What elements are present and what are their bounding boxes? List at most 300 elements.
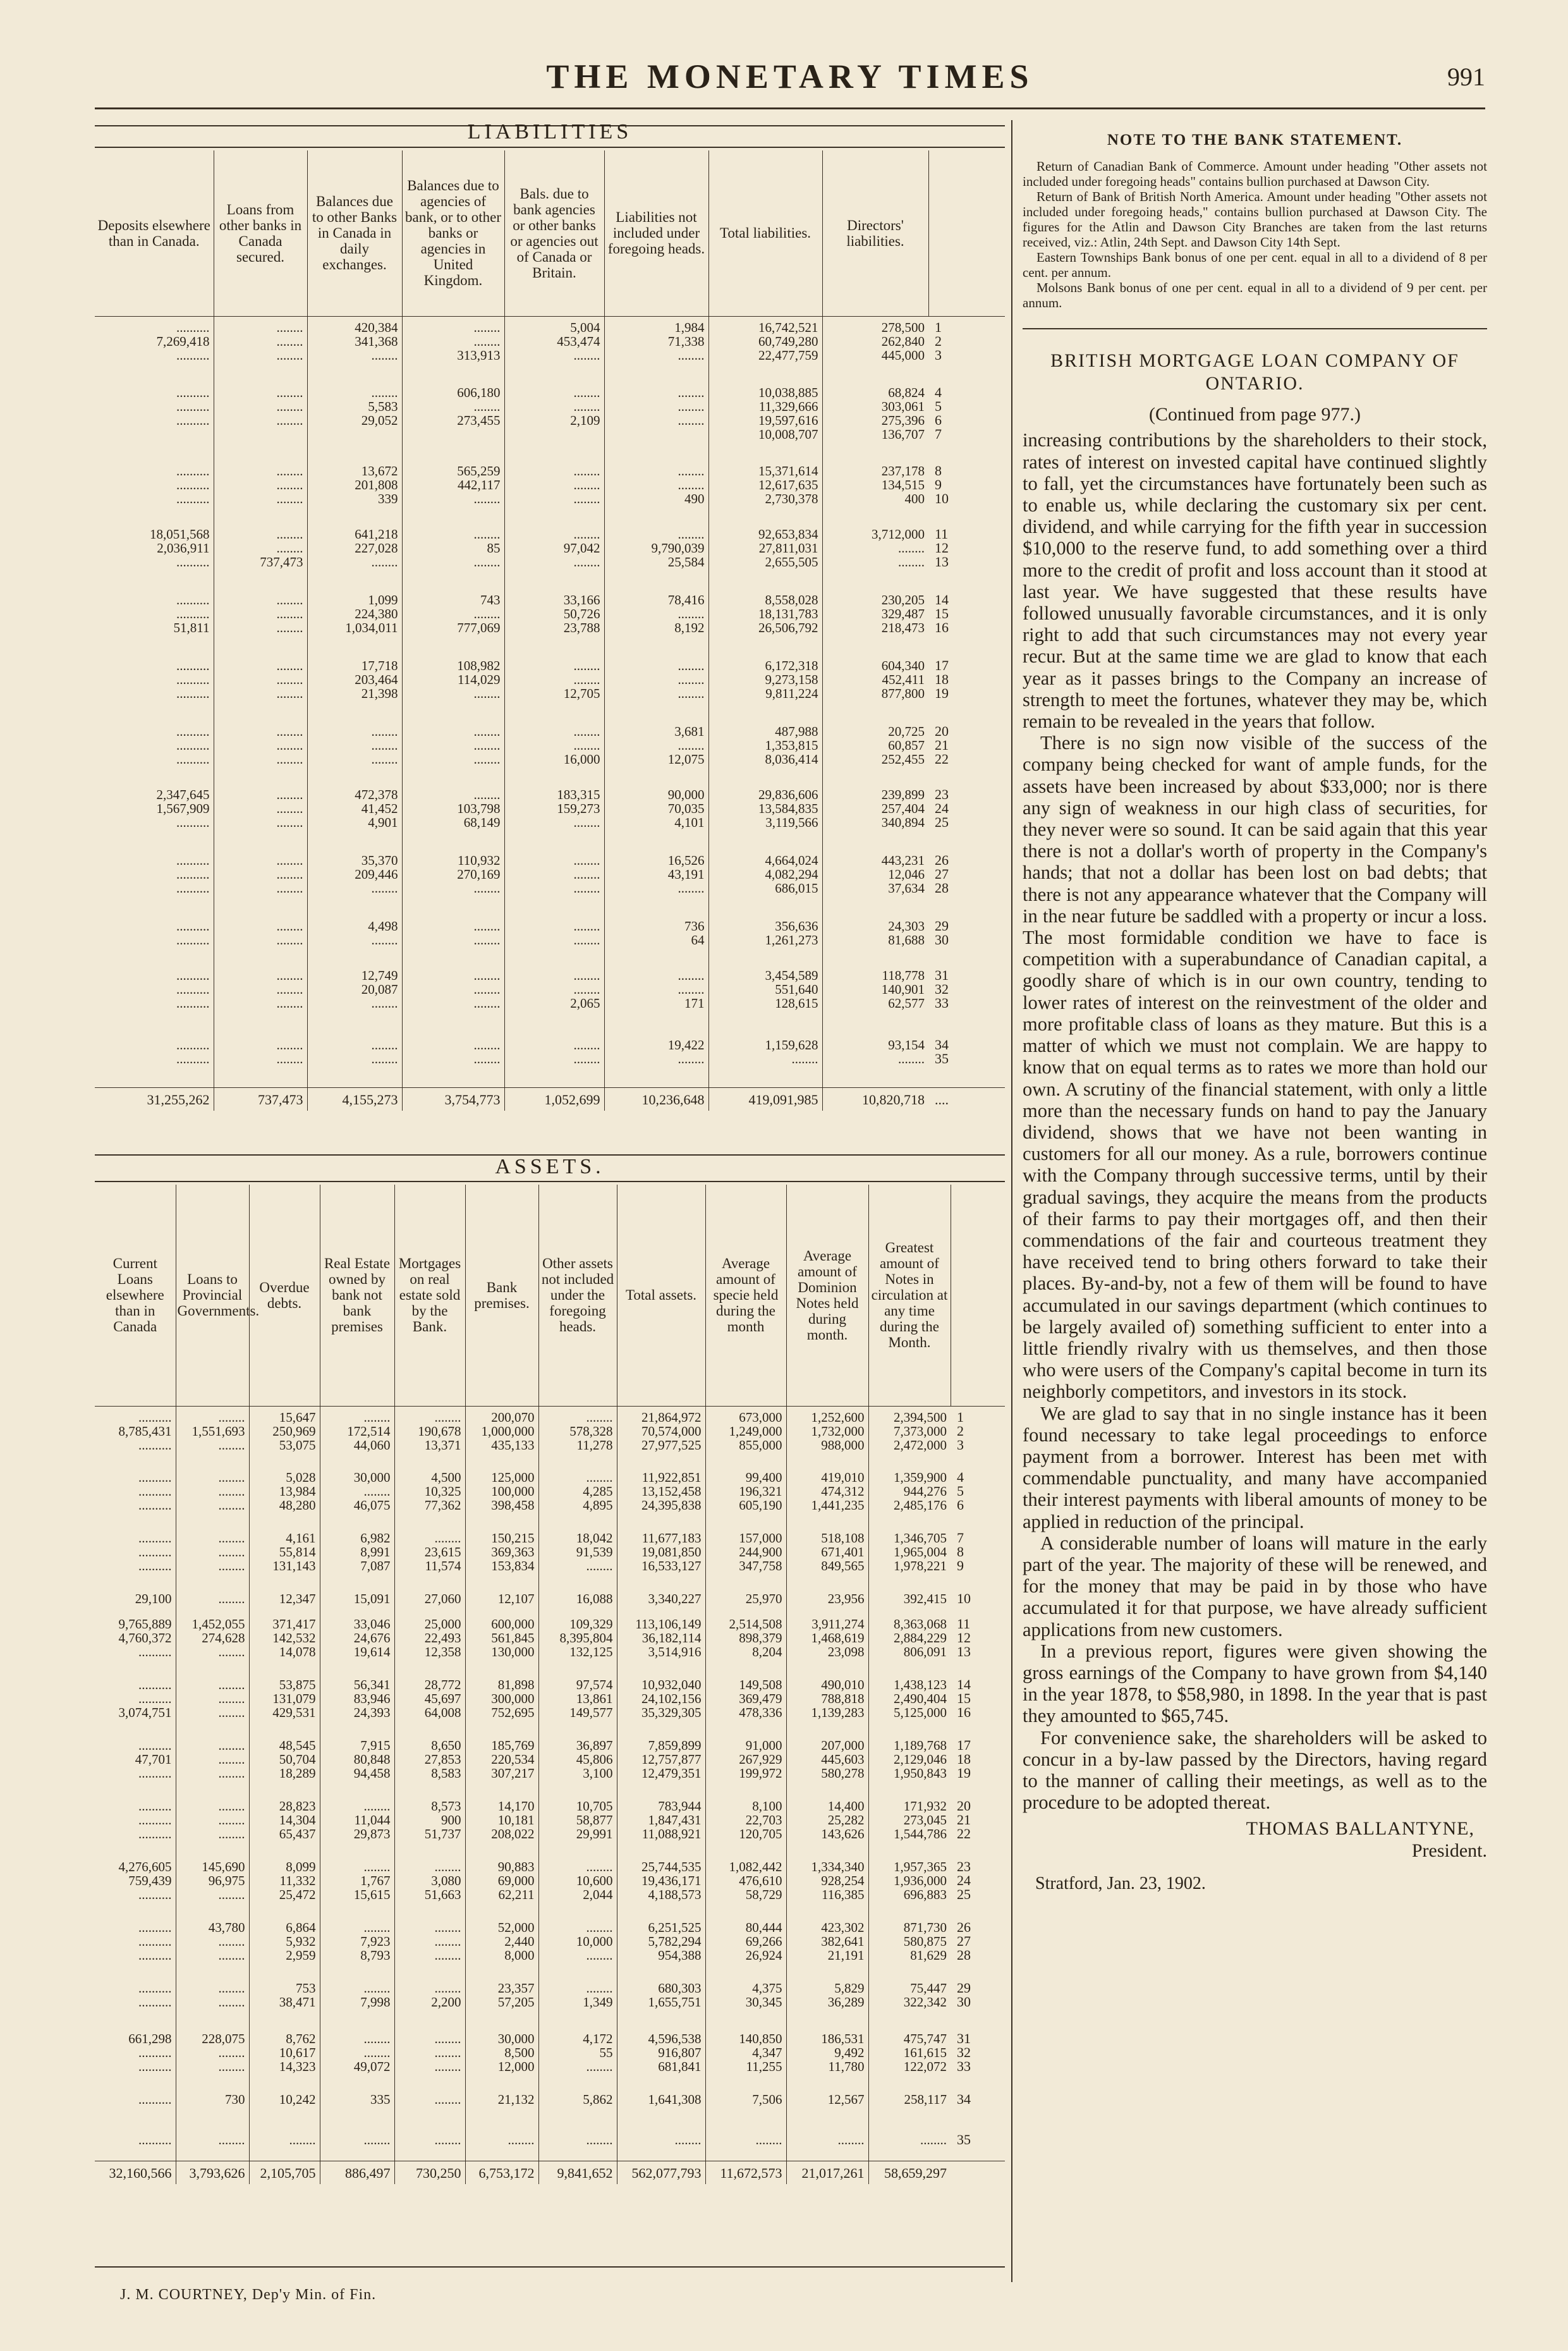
article-paragraph: A considerable number of loans will mature in the early part of the year. The majority of these will be renewed, and for the money that may be paid in by those who have accumulated it for that purpose, we have already sufficient applications from new customers. [1023,1532,1487,1640]
table-cell: 3,911,274 1,468,619 23,098 [786,1613,868,1674]
table-row [95,1588,1005,1613]
assets-bottom-rule [95,2266,1005,2268]
table-cell: ........ ........ 12,705 [504,655,604,721]
table-cell: 2,347,645 1,567,909 .......... [156,787,210,830]
table-cell: ........ ........ [176,1977,249,2028]
liabilities-column-header: Deposits elsewhere than in Canada. [95,150,214,316]
table-row [95,915,1005,965]
table-cell: 171,932 273,045 1,544,786 [868,1795,951,1856]
table-cell: ........ ........ ........ [214,784,307,850]
assets-column-header: Overdue debts. [249,1185,320,1406]
table-cell: 1,189,768 2,129,046 1,950,843 [868,1735,951,1795]
table-cell: .......... .......... .......... [176,853,210,896]
table-cell: 371,417 142,532 14,078 [249,1613,320,1674]
table-cell: .......... .......... 3,074,751 [118,1677,172,1720]
signature-title: President. [1411,1840,1487,1861]
table-cell: 36,897 45,806 3,100 [538,1735,617,1795]
liabilities-column-header: Directors' liabilities. [822,150,928,316]
line-number: 29 30 [935,918,949,948]
table-cell: 4,596,538 916,807 681,841 [617,2028,705,2089]
table-cell: 48,545 50,704 18,289 [249,1735,320,1795]
line-number: 17 18 19 [935,657,949,701]
table-cell: ........ ........ ........ [402,965,504,1034]
assets-column-header: Real Estate owned by bank not bank premises [320,1185,394,1406]
line-number: 35 [957,2132,971,2147]
total-cell: 21,017,261 [786,2161,868,2184]
table-cell: 6,982 8,991 7,087 [320,1527,394,1588]
table-cell: ........ 578,328 11,278 [538,1406,617,1467]
liabilities-column-header: Loans from other banks in Canada secured. [214,150,307,316]
table-row [95,1034,1005,1087]
liabilities-column-header: Balances due to other Banks in Canada in daily exchanges. [307,150,402,316]
table-cell: 14,170 10,181 208,022 [465,1795,538,1856]
table-cell: 475,747 161,615 122,072 [868,2028,951,2089]
table-cell: ........ ........ ........ [176,1467,249,1527]
line-number: 20 21 22 [935,723,949,767]
table-cell: 56,341 83,946 24,393 [320,1674,394,1735]
table-row [95,965,1005,1034]
total-cell: 9,841,652 [538,2161,617,2184]
table-cell: ........ ........ ........ [214,316,307,382]
table-cell: 736 64 [604,915,708,965]
table-cell: 200,070 1,000,000 435,133 [465,1406,538,1467]
table-cell: ........ ........ [214,915,307,965]
table-cell: ........ [617,2129,705,2161]
table-cell: 8,650 27,853 8,583 [394,1735,465,1795]
note-paragraph: Eastern Townships Bank bonus of one per cent. equal in all to a dividend of 8 per cent. per annum. [1023,250,1487,281]
table-cell: 28,823 14,304 65,437 [249,1795,320,1856]
line-number: 31 32 33 [935,967,949,1011]
table-cell: 661,298 .......... .......... [128,2031,172,2074]
table-cell: 606,180 ........ 273,455 [402,382,504,460]
table-cell: 91,000 267,929 199,972 [705,1735,786,1795]
table-cell: 228,075 ........ ........ [176,2028,249,2089]
table-cell: ........ [868,2129,951,2161]
total-cell: 10,236,648 [604,1087,708,1111]
table-cell: 6,172,318 9,273,158 9,811,224 [708,655,822,721]
table-row [95,1977,1005,2028]
table-cell: ........ ........ ........ [394,1917,465,1977]
table-cell: ........ ........ 313,913 [402,316,504,382]
signatory-footer: J. M. COURTNEY, Dep'y Min. of Fin. [120,2287,377,2303]
table-cell: ........ ........ ........ [214,965,307,1034]
table-cell: 140,850 4,347 11,255 [705,2028,786,2089]
table-cell: ........ [465,2129,538,2161]
table-cell: ........ 3,080 51,663 [394,1856,465,1917]
table-cell: 12,749 20,087 ........ [307,965,402,1034]
assets-column-header: Mortgages on real estate sold by the Bank. [394,1185,465,1406]
table-cell: 149,508 369,479 478,336 [705,1674,786,1735]
table-cell: 33,166 50,726 23,788 [504,589,604,655]
total-cell: 10,820,718 [822,1087,928,1111]
masthead [95,57,1485,95]
table-cell: 33,046 24,676 19,614 [320,1613,394,1674]
table-cell: 2,394,500 7,373,000 2,472,000 [868,1406,951,1467]
table-row [95,1795,1005,1856]
table-cell: 1,252,600 1,732,000 988,000 [786,1406,868,1467]
table-cell: ........ ........ 171 [604,965,708,1034]
assets-column-header: Bank premises. [465,1185,538,1406]
table-cell: 4,500 10,325 77,362 [394,1467,465,1527]
table-cell: 118,778 140,901 62,577 [822,965,928,1034]
assets-header-row [95,1185,1005,1406]
table-cell: 80,444 69,266 26,924 [705,1917,786,1977]
table-cell: ........ ........ [504,915,604,965]
table-cell: ........ ........ [504,1034,604,1087]
liabilities-column-header: Total liabilities. [708,150,822,316]
table-row [95,850,1005,915]
table-cell: .......... [138,2132,172,2147]
table-cell: 8,100 22,703 120,705 [705,1795,786,1856]
table-cell: ........ ........ ........ [307,721,402,784]
table-cell: 23,956 [786,1588,868,1613]
table-cell: ........ 23,615 11,574 [394,1527,465,1588]
table-cell: 604,340 452,411 877,800 [822,655,928,721]
table-cell: 15,371,614 12,617,635 2,730,378 [708,460,822,523]
table-cell: 420,384 341,368 ........ [307,316,402,382]
total-cell: 730,250 [394,2161,465,2184]
table-cell: ........ [538,2129,617,2161]
table-cell: ........ ........ ........ [176,1674,249,1735]
total-cell: 1,052,699 [504,1087,604,1111]
table-cell: 12,347 [249,1588,320,1613]
table-cell: ........ [394,2089,465,2129]
assets-column-header: Loans to Provincial Governments. [176,1185,249,1406]
table-cell: 97,574 13,861 149,577 [538,1674,617,1735]
table-cell: 4,375 30,345 [705,1977,786,2028]
total-cell: 419,091,985 [708,1087,822,1111]
table-cell: 8,363,068 2,884,229 806,091 [868,1613,951,1674]
line-number: 8 9 10 [935,463,949,506]
bank-statement-note [1023,130,1487,310]
table-row [95,2089,1005,2129]
assets-column-header: Average amount of Dominion Notes held during month. [786,1185,868,1406]
line-number: 14 15 16 [935,592,949,635]
table-cell: 8,099 11,332 25,472 [249,1856,320,1917]
table-cell: 10,932,040 24,102,156 35,329,305 [617,1674,705,1735]
table-row [95,2028,1005,2089]
table-cell: .......... .......... .......... [138,1798,172,1841]
table-cell: 12,107 [465,1588,538,1613]
assets-column-header: Greatest amount of Notes in circulation at any time during the Month. [868,1185,951,1406]
table-cell: ........ 10,600 2,044 [538,1856,617,1917]
table-cell: .......... .......... .......... [176,724,210,767]
table-cell: 472,378 41,452 4,901 [307,784,402,850]
table-cell: 1,159,628 ........ [708,1034,822,1087]
liabilities-column-header [928,150,1005,316]
table-cell: 14,400 25,282 143,626 [786,1795,868,1856]
table-cell: 490,010 788,818 1,139,283 [786,1674,868,1735]
table-cell: ........ 97,042 ........ [504,523,604,589]
table-cell: 1,359,900 944,276 2,485,176 [868,1467,951,1527]
liabilities-title: LIABILITIES [467,120,633,144]
table-cell: 5,028 13,984 48,280 [249,1467,320,1527]
table-cell: .......... 8,785,431 .......... [118,1409,172,1453]
table-cell: 19,422 ........ [604,1034,708,1087]
table-cell: 730 [176,2089,249,2129]
table-cell: .......... .......... .......... [138,1530,172,1573]
line-number: 4 5 6 [957,1469,964,1513]
table-cell: 5,862 [538,2089,617,2129]
table-cell: ........ ........ ........ [176,1795,249,1856]
table-cell: 16,742,521 60,749,280 22,477,759 [708,316,822,382]
table-cell: 783,944 1,847,431 11,088,921 [617,1795,705,1856]
table-cell: 27,060 [394,1588,465,1613]
table-cell: 6,864 5,932 2,959 [249,1917,320,1977]
table-cell: 52,000 2,440 8,000 [465,1917,538,1977]
table-cell: .......... .......... [176,1037,210,1066]
table-cell: ........ 7,998 [320,1977,394,2028]
total-cell: 4,155,273 [307,1087,402,1111]
line-number: 29 30 [957,1980,971,2010]
table-cell: .......... .......... [138,1981,172,2010]
table-row [95,589,1005,655]
table-cell: ........ [176,1588,249,1613]
assets-column-header [951,1185,1005,1406]
table-cell: 109,329 8,395,804 132,125 [538,1613,617,1674]
table-cell: ........ 190,678 13,371 [394,1406,465,1467]
page-number: 991 [1447,63,1485,91]
table-cell: 8,573 900 51,737 [394,1795,465,1856]
table-cell: 4,161 55,814 131,143 [249,1527,320,1588]
table-cell: 24,303 81,688 [822,915,928,965]
table-cell: ........ 7,923 8,793 [320,1917,394,1977]
note-heading: NOTE TO THE BANK STATEMENT. [1107,131,1403,149]
liabilities-column-header: Balances due to agencies of bank, or to other banks or agencies in United Kingdom. [402,150,504,316]
table-cell: 185,769 220,534 307,217 [465,1735,538,1795]
table-cell: ........ 1,349 [538,1977,617,2028]
table-cell: ........ ........ ........ [214,850,307,915]
liabilities-header-row [95,150,1005,316]
line-number: 34 35 [935,1037,949,1066]
table-cell: 3,681 ........ 12,075 [604,721,708,784]
table-cell: 25,000 22,493 12,358 [394,1613,465,1674]
table-cell: ........ 11,044 29,873 [320,1795,394,1856]
table-cell: ........ ........ [307,1034,402,1087]
note-paragraph: Molsons Bank bonus of one per cent. equal in all to a dividend of 9 per cent. per annum. [1023,280,1487,311]
table-cell: 30,000 8,500 12,000 [465,2028,538,2089]
table-cell: ........ 1,551,693 ........ [176,1406,249,1467]
table-row [95,1467,1005,1527]
line-number: 7 8 9 [957,1530,964,1573]
assets-column-header: Total assets. [617,1185,705,1406]
assets-title: ASSETS. [495,1155,605,1178]
table-cell: 29,836,606 13,584,835 3,119,566 [708,784,822,850]
table-cell: 29,100 [135,1591,172,1606]
liabilities-column-header: Bals. due to bank agencies or other banks or agencies out of Canada or Britain. [504,150,604,316]
table-cell: 23,357 57,205 [465,1977,538,2028]
table-cell: ........ ........ 49,072 [320,2028,394,2089]
table-cell: 392,415 [868,1588,951,1613]
table-cell: ........ [176,2129,249,2161]
liabilities-title-rule [95,147,1005,148]
table-cell: 125,000 100,000 398,458 [465,1467,538,1527]
totals-row [95,2161,1005,2184]
table-cell: 3,712,000 ........ ........ [822,523,928,589]
table-cell: 25,744,535 19,436,171 4,188,573 [617,1856,705,1917]
table-cell: ........ ........ [402,1034,504,1087]
table-cell: 5,004 453,474 ........ [504,316,604,382]
table-cell: 11,922,851 13,152,458 24,395,838 [617,1467,705,1527]
article-paragraph: We are glad to say that in no single instance has it been found necessary to take legal proceedings to enforce payment from a borrower. Interest has been met with commendable punctuality, and many have accompanied their interest payments with liberal amounts of money to be applied in reduction of the principal. [1023,1402,1487,1532]
table-cell: 7,915 80,848 94,458 [320,1735,394,1795]
table-cell: ........ ........ ........ [214,655,307,721]
table-cell: ........ ........ ........ [604,655,708,721]
table-row [95,1406,1005,1467]
article-paragraph: There is no sign now visible of the success of the company being checked for want of ample funds, for the assets have been increased by about $33,000; nor is there any sign of weakness in our high class of securities, for they never were so sound. It can be said again that this year there is not a dollar's worth of property in the Company's hands; that not a dollar has been lost on bad debts; that there is not any appearance whatever that the Company will in the near future be saddled with a property or incur a loss. The most formidable condition we have to face is competition with a superabundance of Canadian capital, a goodly share of which is in our own country, tending to lower rates of interest on the reinvestment of the older and more profitable class of loans as they mature. But this is a matter of which we must not complain. We are happy to know that on equal terms as to rates we more than hold our own. A scrutiny of the financial statement, with only a little more than the necessary funds on hand to pay the January dividend, shows that we have not been wanting in customers for all our money. As a rule, borrowers continue with the Company through successive terms, until by their gradual savings, they acquire the means from the products of their farms to pay their mortgages off, and then their commendations of the fair and courteous treatment they have received tend to bring others forward to take their places. By-and-by, not a few of them will be found to have accumulated in our savings department (which continues to be largely availed of) something sufficient to enter into a little friendly rivalry with us themselves, and then those who were users of the Company's capital become in turn its neighborly competitors, and investors in its stock. [1023,732,1487,1403]
table-cell: 15,647 250,969 53,075 [249,1406,320,1467]
line-number: 1 2 3 [957,1408,964,1453]
right-column [1023,130,1487,1895]
table-row [95,1613,1005,1674]
article-paragraph: increasing contributions by the shareholders to their stock, rates of interest on invested capital have continued slightly to fall, yet the circumstances have fortunately been such as to enable us, while declaring the customary six per cent. dividend, and while carrying for the fifth year in succession $10,000 to the reserve fund, to add something over a third more to the credit of profit and loss account than it stood at last year. We have suggested that these results have followed unusually favorable circumstances, and it is only right to add that such circumstances may not every year recur. But at the same time we are glad to know that each year as it passes brings to the Company an increase of strength to meet the fortunes, whatever they may be, which remain to be revealed in the years that follow. [1023,429,1487,733]
table-cell: 565,259 442,117 ........ [402,460,504,523]
table-cell: ........ ........ ........ [214,721,307,784]
assets-column-header: Current Loans elsewhere than in Canada [95,1185,176,1406]
table-cell: 43,780 ........ ........ [176,1917,249,1977]
line-number: 4 5 6 7 [935,384,942,442]
table-cell: .......... .......... .......... [138,1470,172,1513]
table-cell: 1,641,308 [617,2089,705,2129]
table-cell: ........ 172,514 44,060 [320,1406,394,1467]
table-cell: 1,082,442 476,610 58,729 [705,1856,786,1917]
table-cell: 237,178 134,515 400 [822,460,928,523]
table-row [95,1735,1005,1795]
table-cell: 68,824 303,061 275,396 136,707 [822,382,928,460]
line-number: 23 24 25 [957,1859,971,1902]
table-cell: 11,677,183 19,081,850 16,533,127 [617,1527,705,1588]
table-cell: 673,000 1,249,000 855,000 [705,1406,786,1467]
table-cell: 1,346,705 1,965,004 1,978,221 [868,1527,951,1588]
table-cell: 1,957,365 1,936,000 696,883 [868,1856,951,1917]
table-cell: 335 [320,2089,394,2129]
total-cell: 886,497 [320,2161,394,2184]
article-paragraph: For convenience sake, the shareholders will be asked to concur in a by-law passed by the Directors, having regard to the manner of calling their meetings, as well as to the procedure to be adopted thereat. [1023,1726,1487,1814]
table-cell: 8,558,028 18,131,783 26,506,792 [708,589,822,655]
line-number: 34 [957,2091,971,2107]
table-cell: ........ ........ ........ [176,1735,249,1795]
totals-row [95,1087,1005,1111]
table-cell: 680,303 1,655,751 [617,1977,705,2028]
table-cell: 487,988 1,353,815 8,036,414 [708,721,822,784]
table-row [95,460,1005,523]
table-cell: 113,106,149 36,182,114 3,514,916 [617,1613,705,1674]
table-cell: 4,498 ........ [307,915,402,965]
total-cell: 11,672,573 [705,2161,786,2184]
table-cell: ........ [705,2129,786,2161]
table-cell: 4,664,024 4,082,294 686,015 [708,850,822,915]
table-cell: ........ ........ [214,1034,307,1087]
note-paragraph: Return of Canadian Bank of Commerce. Amount under heading "Other assets not included under foregoing heads" contains bullion purchased at Dawson City. [1023,159,1487,190]
table-cell: ........ ........ ........ [402,721,504,784]
table-cell: 1,438,123 2,490,404 5,125,000 [868,1674,951,1735]
table-cell: ........ 4,285 4,895 [538,1467,617,1527]
signature-name: THOMAS BALLANTYNE, [1246,1818,1474,1840]
publication-title: THE MONETARY TIMES [546,58,1034,95]
line-number: 11 12 13 [957,1616,971,1659]
table-cell: 12,567 [786,2089,868,2129]
table-cell: 78,416 ........ 8,192 [604,589,708,655]
masthead-rule [95,107,1485,109]
table-cell: 15,091 [320,1588,394,1613]
table-cell: ........ ........ ........ [604,382,708,460]
table-cell: 278,500 262,840 445,000 [822,316,928,382]
table-cell: .......... .......... .......... [176,658,210,701]
table-cell: 53,875 131,079 429,531 [249,1674,320,1735]
table-cell: .......... .......... .......... [138,1920,172,1963]
article-heading: BRITISH MORTGAGE LOAN COMPANY OF ONTARIO. [1050,350,1459,394]
total-cell: 3,793,626 [176,2161,249,2184]
table-cell: 6,251,525 5,782,294 954,388 [617,1917,705,1977]
table-cell: 641,218 227,028 ........ [307,523,402,589]
table-cell: ........ ........ 737,473 [214,523,307,589]
line-number: 26 27 28 [935,852,949,896]
table-row [95,523,1005,589]
table-cell: ........ ........ ........ [394,2028,465,2089]
table-cell: 3,454,589 551,640 128,615 [708,965,822,1034]
table-cell: 2,514,508 898,379 8,204 [705,1613,786,1674]
table-cell: ........ ........ 2,109 [504,382,604,460]
table-cell: 3,340,227 [617,1588,705,1613]
table-cell: 1,452,055 274,628 ........ [176,1613,249,1674]
table-cell: ........ [320,2129,394,2161]
line-number: 31 32 33 [957,2030,971,2074]
table-cell: .......... .......... .......... [176,463,210,506]
table-cell: 99,400 196,321 605,190 [705,1467,786,1527]
table-cell: 35,370 209,446 ........ [307,850,402,915]
total-cell [951,2161,1005,2184]
table-cell: ........ 1,767 15,615 [320,1856,394,1917]
table-row [95,721,1005,784]
line-number: 14 15 16 [957,1676,971,1720]
liabilities-table [95,150,1005,1111]
total-cell: 2,105,705 [249,2161,320,2184]
table-cell: 419,010 474,312 1,441,235 [786,1467,868,1527]
table-cell: 93,154 ........ [822,1034,928,1087]
table-row [95,382,1005,460]
table-cell: 30,000 ........ 46,075 [320,1467,394,1527]
table-row [95,1917,1005,1977]
table-cell: 18,051,568 2,036,911 .......... [150,527,210,570]
line-number: 26 27 28 [957,1919,971,1963]
table-cell: 10,705 58,877 29,991 [538,1795,617,1856]
total-cell: 562,077,793 [617,2161,705,2184]
table-cell: ........ ........ [402,915,504,965]
table-cell: 753 38,471 [249,1977,320,2028]
table-cell: 9,765,889 4,760,372 .......... [118,1616,172,1659]
table-cell: 21,132 [465,2089,538,2129]
table-cell: 5,829 36,289 [786,1977,868,2028]
table-cell: 423,302 382,641 21,191 [786,1917,868,1977]
table-cell: .......... .......... .......... [176,385,210,428]
table-cell: ........ [394,2129,465,2161]
assets-table [95,1185,1005,2184]
table-cell: ........ ........ 16,000 [504,721,604,784]
table-cell: 230,205 329,487 218,473 [822,589,928,655]
total-cell: 31,255,262 [95,1087,214,1111]
total-cell: 32,160,566 [95,2161,176,2184]
table-row [95,1527,1005,1588]
line-number: 23 24 25 [935,786,949,830]
table-cell: .......... .......... 51,811 [173,592,210,635]
column-divider [1011,120,1012,2282]
table-row [95,784,1005,850]
table-cell: 81,898 300,000 752,695 [465,1674,538,1735]
table-cell: 1,334,340 928,254 116,385 [786,1856,868,1917]
table-cell: 4,276,605 759,439 .......... [118,1859,172,1902]
table-cell: 518,108 671,401 849,565 [786,1527,868,1588]
assets-column-header: Average amount of specie held during the month [705,1185,786,1406]
